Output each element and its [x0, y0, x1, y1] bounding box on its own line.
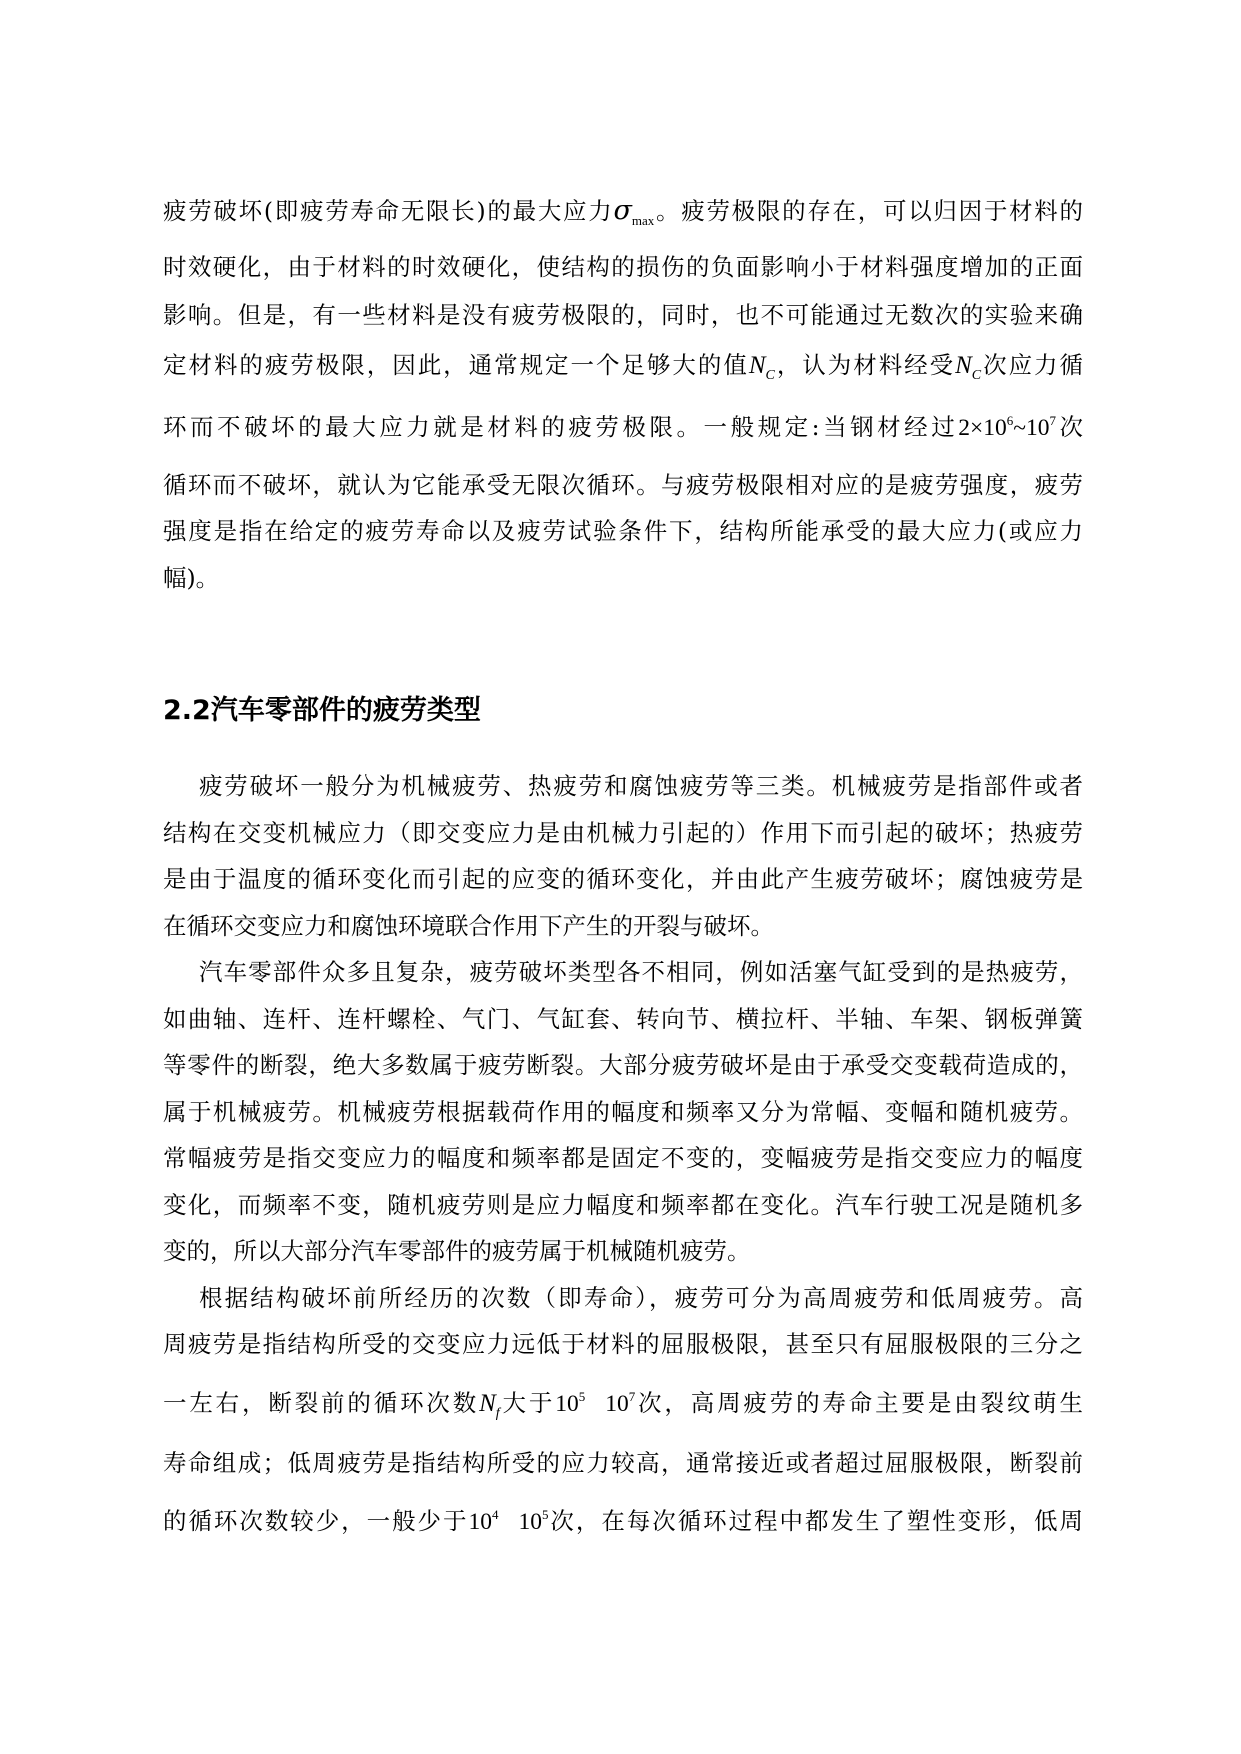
paragraph-4-line-4: 寿命组成；低周疲劳是指结构所受的应力较高，通常接近或者超过屈服极限，断裂前	[163, 1449, 1083, 1477]
paragraph-3-line-4: 属于机械疲劳。机械疲劳根据载荷作用的幅度和频率又分为常幅、变幅和随机疲劳。	[163, 1098, 1083, 1126]
paragraph-1-line-3: 影响。但是，有一些材料是没有疲劳极限的，同时，也不可能通过无数次的实验来确	[163, 301, 1083, 329]
number: ~10	[1013, 415, 1050, 441]
paragraph-4-line-3	[163, 1388, 1083, 1423]
paragraph-1-line-4	[163, 350, 1083, 385]
exponent: 5	[541, 1507, 549, 1522]
number: 10	[518, 1509, 542, 1535]
paragraph-3-line-5: 常幅疲劳是指交变应力的幅度和频率都是固定不变的，变幅疲劳是指交变应力的幅度	[163, 1144, 1083, 1172]
number: 2×10	[958, 415, 1007, 441]
text-run: 次，在每次循环过程中都发生了塑性变形，低周	[548, 1507, 1084, 1535]
paragraph-1-line-7: 强度是指在给定的疲劳寿命以及疲劳试验条件下，结构所能承受的最大应力(或应力	[163, 517, 1083, 545]
number: 10	[605, 1391, 629, 1417]
paragraph-3-line-3: 等零件的断裂，绝大多数属于疲劳断裂。大部分疲劳破坏是由于承受交变载荷造成的，	[163, 1051, 1083, 1079]
sigma-subscript: max	[631, 213, 655, 228]
nc-subscript: C	[765, 368, 775, 383]
nc-symbol: N	[955, 352, 972, 379]
sigma-symbol: σ	[613, 195, 632, 226]
number: 10	[468, 1509, 492, 1535]
paragraph-2-line-3: 是由于温度的循环变化而引起的应变的循环变化，并由此产生疲劳破坏；腐蚀疲劳是	[163, 865, 1083, 893]
paragraph-4-line-2: 周疲劳是指结构所受的交变应力远低于材料的屈服极限，甚至只有屈服极限的三分之	[163, 1330, 1083, 1358]
nf-subscript: f	[495, 1406, 500, 1421]
text-run: 次，高周疲劳的寿命主要是由裂纹萌生	[635, 1389, 1084, 1417]
exponent: 7	[628, 1389, 636, 1404]
nc-symbol: N	[748, 352, 766, 379]
text-run: 定材料的疲劳极限，因此，通常规定一个足够大的值	[163, 351, 749, 379]
text-run: 次应力循	[981, 351, 1084, 379]
paragraph-1-line-5	[163, 412, 1083, 446]
text-run: 疲劳破坏(即疲劳寿命无限长)的最大应力	[163, 197, 614, 225]
nc-subscript: C	[971, 368, 982, 383]
text-run: 次	[1055, 413, 1083, 441]
paragraph-3-line-6: 变化，而频率不变，随机疲劳则是应力幅度和频率都在变化。汽车行驶工况是随机多	[163, 1191, 1083, 1219]
paragraph-3-line-2: 如曲轴、连杆、连杆螺栓、气门、气缸套、转向节、横拉杆、半轴、车架、钢板弹簧	[163, 1005, 1083, 1033]
paragraph-2-line-2: 结构在交变机械应力（即交变应力是由机械力引起的）作用下而引起的破坏；热疲劳	[163, 819, 1083, 847]
text-run: 。疲劳极限的存在，可以归因于材料的	[654, 197, 1083, 225]
paragraph-1-line-1	[163, 196, 1083, 230]
paragraph-1-line-8: 幅)。	[163, 564, 220, 592]
paragraph-1-line-2: 时效硬化，由于材料的时效硬化，使结构的损伤的负面影响小于材料强度增加的正面	[163, 253, 1083, 281]
paragraph-3-line-7: 变的，所以大部分汽车零部件的疲劳属于机械随机疲劳。	[163, 1237, 751, 1265]
exponent: 5	[578, 1389, 586, 1404]
nf-symbol: N	[479, 1390, 496, 1417]
exponent: 4	[491, 1507, 499, 1522]
exponent: 6	[1006, 413, 1014, 428]
exponent: 7	[1049, 413, 1056, 428]
text-run: 大于	[499, 1389, 556, 1417]
text-run: 环而不破坏的最大应力就是材料的疲劳极限。一般规定:当钢材经过	[163, 413, 959, 441]
paragraph-2-line-4: 在循环交变应力和腐蚀环境联合作用下产生的开裂与破坏。	[163, 912, 774, 940]
paragraph-2-line-1: 疲劳破坏一般分为机械疲劳、热疲劳和腐蚀疲劳等三类。机械疲劳是指部件或者	[199, 772, 1083, 800]
paragraph-3-line-1: 汽车零部件众多且复杂，疲劳破坏类型各不相同，例如活塞气缸受到的是热疲劳，	[199, 958, 1083, 986]
paragraph-4-line-5	[163, 1506, 1083, 1540]
section-heading: 2.2汽车零部件的疲劳类型	[163, 695, 481, 726]
paragraph-4-line-1: 根据结构破坏前所经历的次数（即寿命），疲劳可分为高周疲劳和低周疲劳。高	[199, 1284, 1083, 1312]
number: 10	[555, 1391, 579, 1417]
text-run: 的循环次数较少，一般少于	[163, 1507, 469, 1535]
text-run: 一左右，断裂前的循环次数	[163, 1389, 480, 1417]
paragraph-1-line-6: 循环而不破坏，就认为它能承受无限次循环。与疲劳极限相对应的是疲劳强度，疲劳	[163, 471, 1083, 499]
text-run: ，认为材料经受	[774, 351, 956, 379]
